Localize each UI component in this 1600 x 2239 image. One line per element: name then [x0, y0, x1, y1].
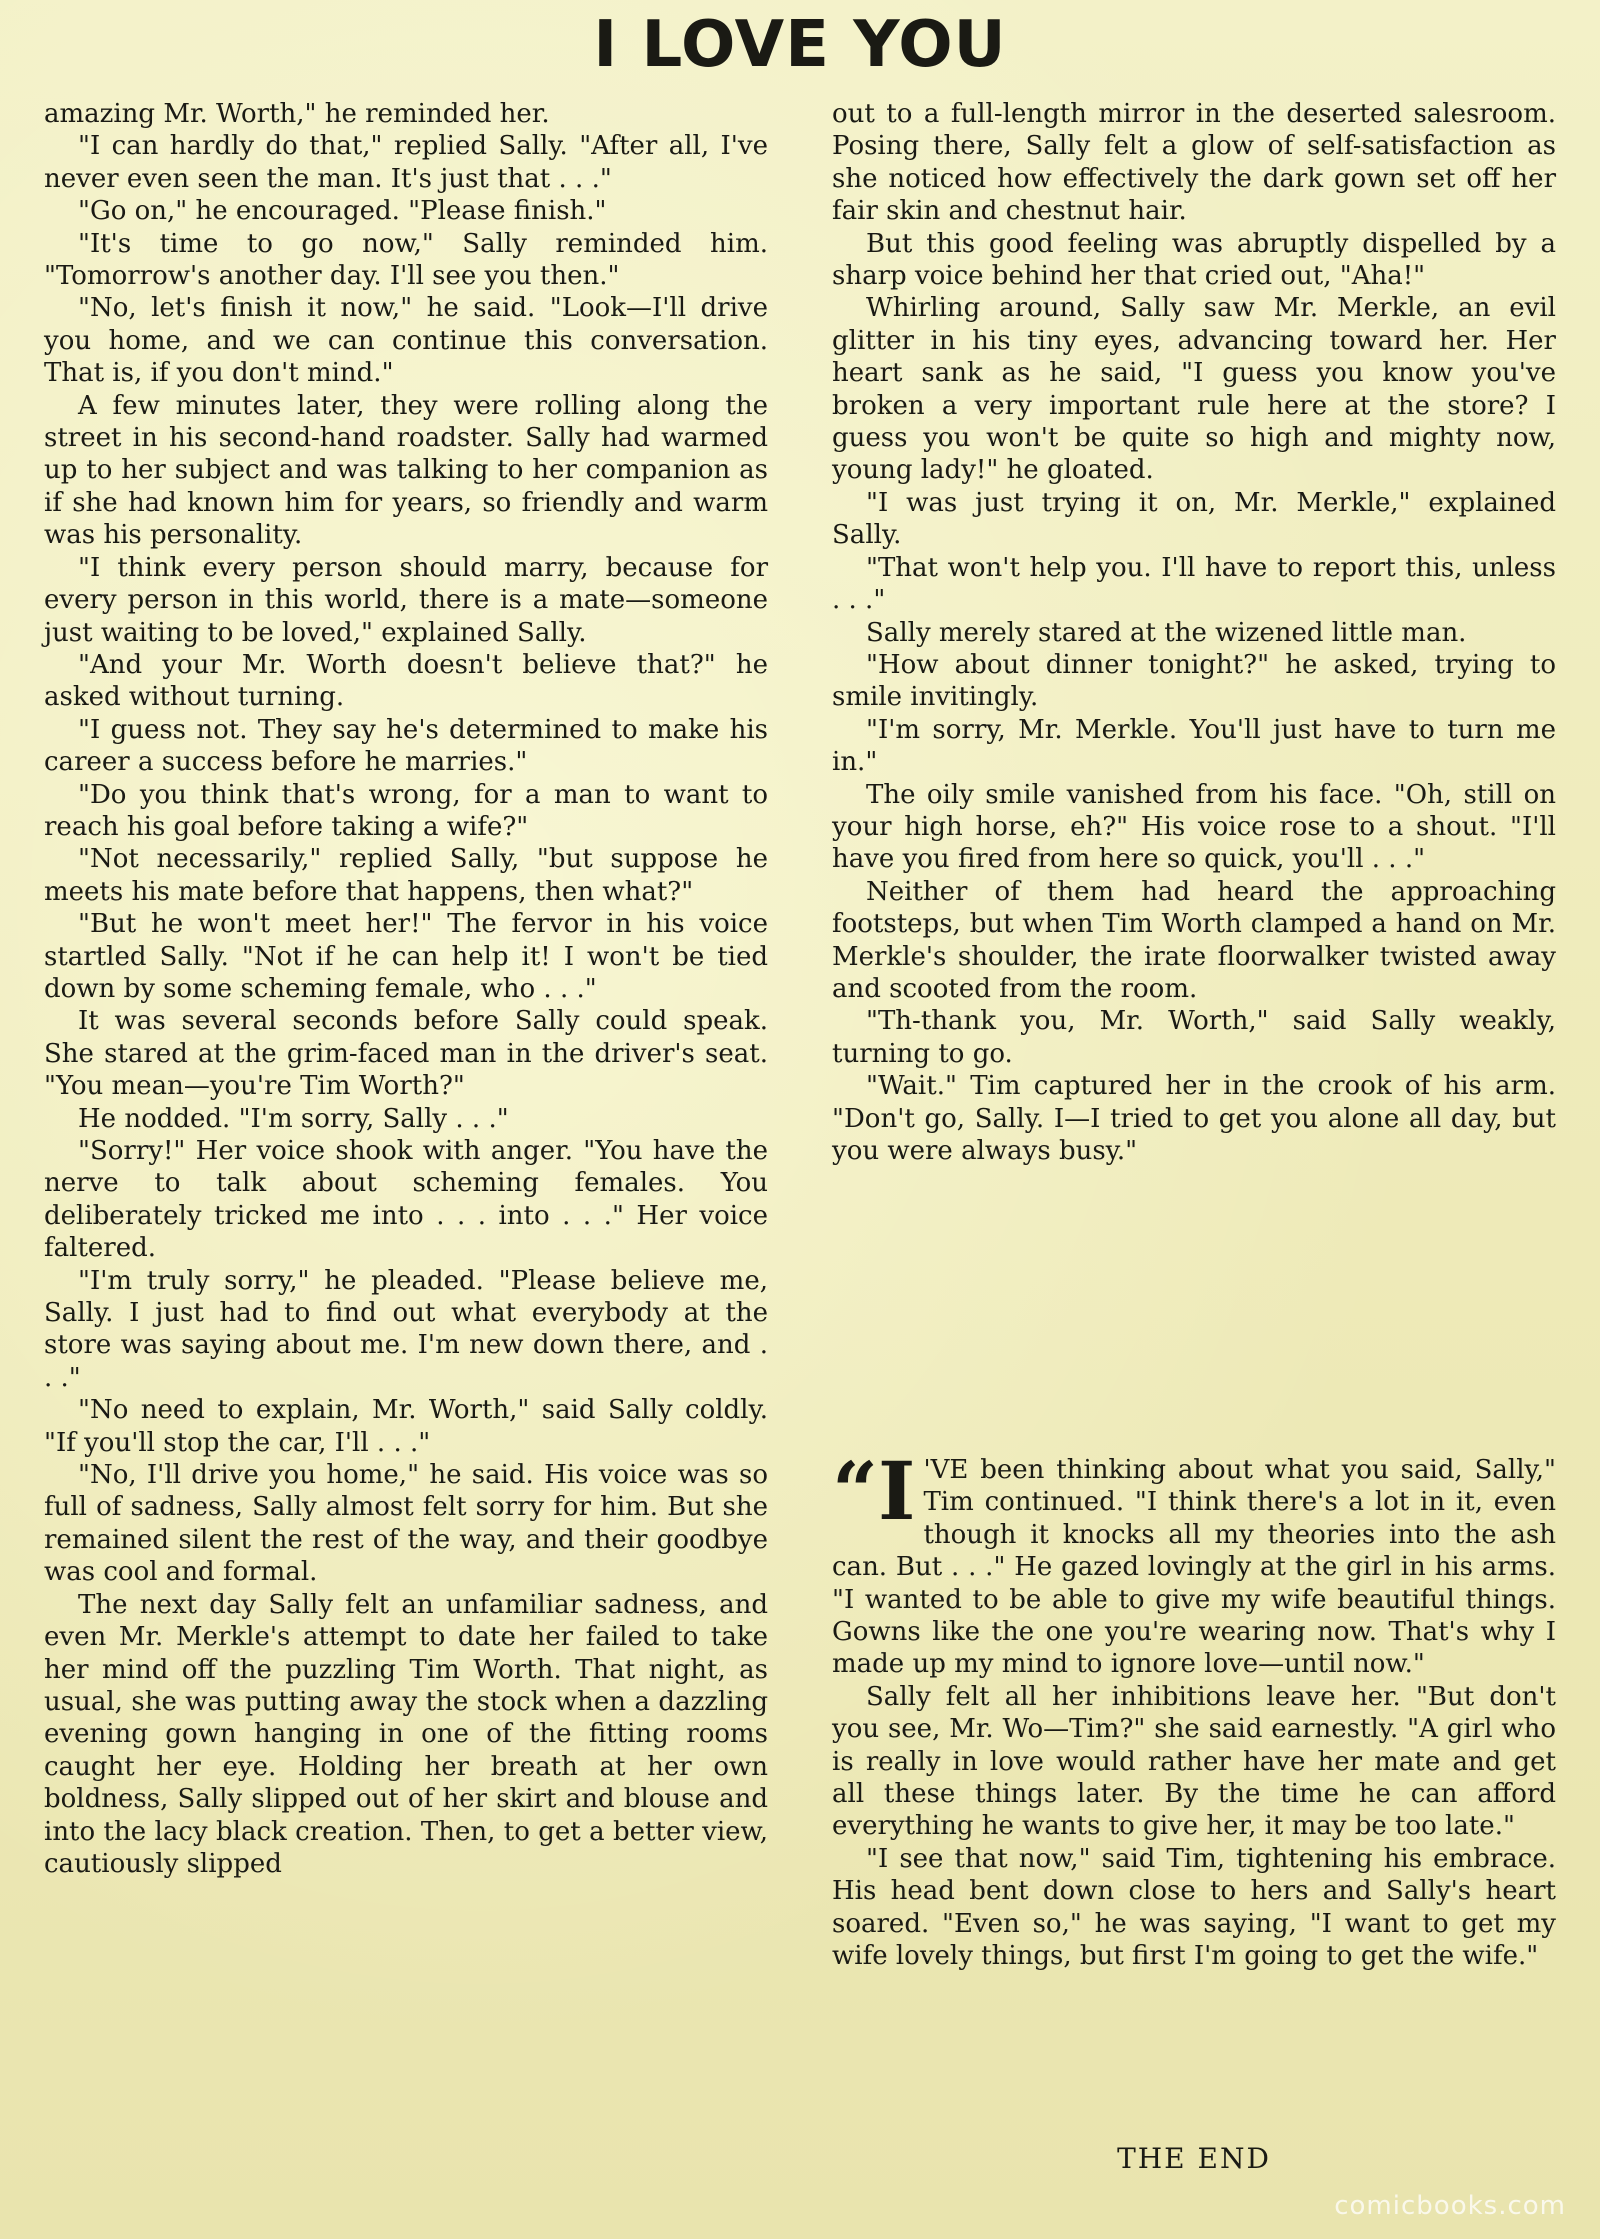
paragraph: "Do you think that's wrong, for a man to want to reach his goal before taking a wife?" — [44, 779, 768, 842]
paragraph: "How about dinner tonight?" he asked, trying to smile invitingly. — [832, 649, 1556, 713]
paragraph: "Wait." Tim captured her in the crook of his arm. "Don't go, Sally. I—I tried to get you alone all day, but you were always busy." — [832, 1071, 1556, 1166]
right-text-column — [832, 98, 1556, 1167]
paragraph: "I'm truly sorry," he pleaded. "Please believe me, Sally. I just had to find out what everybody at the store was saying about me. I'm new down there, and . . ." — [44, 1265, 768, 1393]
paragraph: "I can hardly do that," replied Sally. "After all, I've never even seen the man. It's just that . . ." — [44, 131, 768, 194]
paragraph: "But he won't meet her!" The fervor in his voice startled Sally. "Not if he can help it! I won't be tied down by some scheming female, who . . ." — [44, 909, 768, 1004]
story-title: I LOVE YOU — [593, 8, 1007, 82]
paragraph: A few minutes later, they were rolling along the street in his second-hand roadster. Sally had warmed up to her subject and was talking to her companion as if she had known him for years, so friendly and warm was his personality. — [44, 390, 768, 551]
left-text-column — [44, 98, 768, 1880]
paragraph: "That won't help you. I'll have to report this, unless . . ." — [832, 552, 1556, 616]
paragraph: "Not necessarily," replied Sally, "but suppose he meets his mate before that happens, then what?" — [44, 844, 768, 907]
paragraph: "I think every person should marry, because for every person in this world, there is a mate—someone just waiting to be loved," explained Sally. — [44, 552, 768, 648]
paragraph: Neither of them had heard the approaching footsteps, but when Tim Worth clamped a hand on Mr. Merkle's shoulder, the irate floorwalker twisted away and scooted from the room. — [832, 876, 1556, 1004]
dropcap-paragraph-text: 'VE been thinking about what you said, Sally," Tim continued. "I think there's a lot in it, even though it knocks all my theories into the ash can. But . . ." He gazed lovingly at the girl in his arms. "I wanted to be able to give my wife beautiful things. Gowns like the one you're wearing now. That's why I made up my mind to ignore love—until now." — [832, 1455, 1556, 1680]
dropcap: “I — [832, 1444, 916, 1538]
paragraph: "Go on," he encouraged. "Please finish." — [78, 196, 607, 227]
paragraph: "No need to explain, Mr. Worth," said Sally coldly. "If you'll stop the car, I'll . . ." — [44, 1395, 768, 1458]
paragraph: "Sorry!" Her voice shook with anger. "You have the nerve to talk about scheming females. You deliberately tricked me into . . . into . . ." Her voice faltered. — [44, 1136, 768, 1264]
watermark: comicbooks.com — [1334, 2191, 1566, 2221]
paragraph: "I see that now," said Tim, tightening his embrace. His head bent down close to hers and Sally's heart soared. "Even so," he was saying, "I want to get my wife lovely things, but first I'm going to get the wife." — [832, 1843, 1556, 1972]
paragraph: "It's time to go now," Sally reminded him. "Tomorrow's another day. I'll see you then." — [44, 228, 768, 292]
paragraph: But this good feeling was abruptly dispelled by a sharp voice behind her that cried out, "Aha!" — [832, 228, 1556, 292]
paragraph: Sally felt all her inhibitions leave her. "But don't you see, Mr. Wo—Tim?" she said earnestly. "A girl who is really in love would rather have her mate and get all these things later. By the time he can afford everything he wants to give her, it may be too late." — [832, 1681, 1556, 1842]
paragraph: "Th-thank you, Mr. Worth," said Sally weakly, turning to go. — [832, 1006, 1556, 1069]
right-text-column-lower — [832, 1444, 1556, 1973]
dropcap-paragraph — [832, 1444, 1556, 1681]
paragraph: He nodded. "I'm sorry, Sally . . ." — [78, 1103, 509, 1134]
paragraph: It was several seconds before Sally could speak. She stared at the grim-faced man in the driver's seat. "You mean—you're Tim Worth?" — [44, 1006, 768, 1102]
paragraph: The next day Sally felt an unfamiliar sadness, and even Mr. Merkle's attempt to date her failed to take her mind off the puzzling Tim Worth. That night, as usual, she was putting away the stock when a dazzling evening gown hanging in one of the fitting rooms caught her eye. Holding her breath at her own boldness, Sally slipped out of her skirt and blouse and into the lacy black creation. Then, to get a better view, cautiously slipped — [44, 1589, 768, 1879]
paragraph: amazing Mr. Worth," he reminded her. — [44, 99, 550, 129]
paragraph: Whirling around, Sally saw Mr. Merkle, an evil glitter in his tiny eyes, advancing toward her. Her heart sank as he said, "I guess you know you've broken a very important rule here at the store? I guess you won't be quite so high and mighty now, young lady!" he gloated. — [832, 293, 1556, 486]
paragraph: "No, let's finish it now," he said. "Look—I'll drive you home, and we can continue this conversation. That is, if you don't mind." — [44, 293, 768, 389]
paragraph: "I was just trying it on, Mr. Merkle," explained Sally. — [832, 487, 1556, 551]
paragraph: The oily smile vanished from his face. "Oh, still on your high horse, eh?" His voice rose to a shout. "I'll have you fired from here so quick, you'll . . ." — [832, 779, 1556, 875]
paragraph: "I'm sorry, Mr. Merkle. You'll just have to turn me in." — [832, 714, 1556, 778]
paragraph: "I guess not. They say he's determined to make his career a success before he marries." — [44, 714, 768, 778]
the-end-label: THE END — [1117, 2142, 1271, 2175]
paragraph: out to a full-length mirror in the deserted salesroom. Posing there, Sally felt a glow of self-satisfaction as she noticed how effectively the dark gown set off her fair skin and chestnut hair. — [832, 99, 1556, 227]
paragraph: Sally merely stared at the wizened little man. — [866, 617, 1467, 648]
paragraph: "And your Mr. Worth doesn't believe that?" he asked without turning. — [44, 649, 768, 713]
paragraph: "No, I'll drive you home," he said. His voice was so full of sadness, Sally almost felt sorry for him. But she remained silent the rest of the way, and their goodbye was cool and formal. — [44, 1460, 768, 1588]
